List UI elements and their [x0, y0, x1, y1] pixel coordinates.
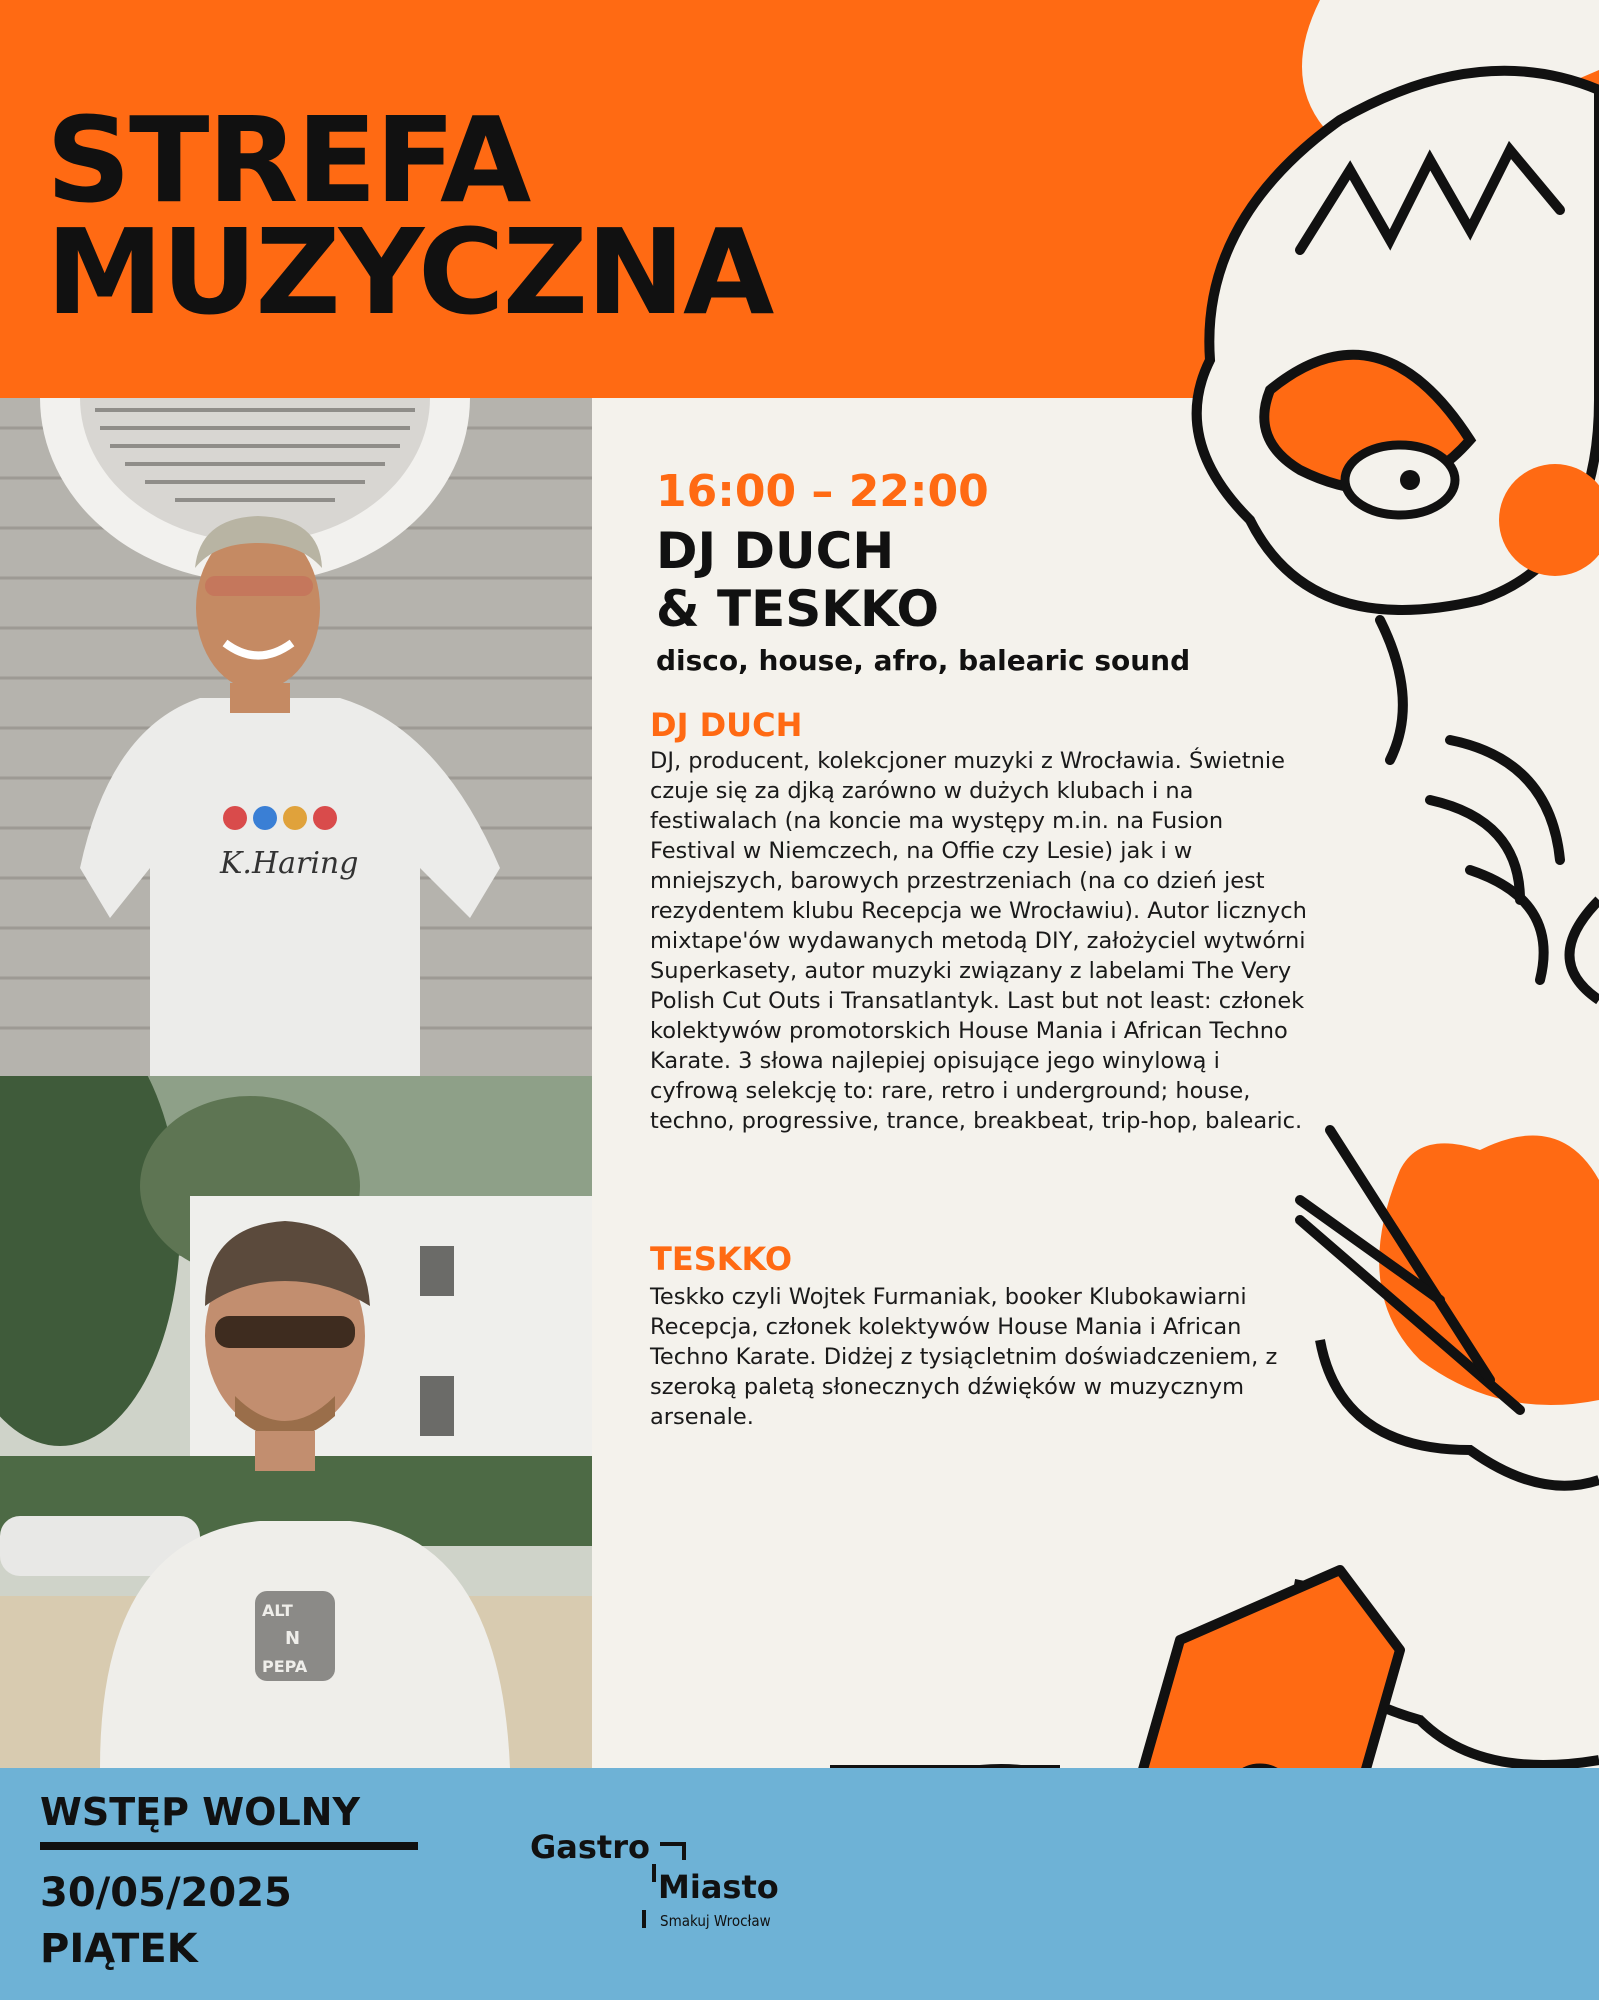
event-date: 30/05/2025 — [40, 1870, 292, 1916]
title-line-2: MUZYCZNA — [46, 203, 773, 341]
lineup-line-1: DJ DUCH — [656, 522, 895, 580]
page-title — [46, 91, 773, 341]
photo-teskko — [0, 1076, 592, 1768]
entry-label: WSTĘP WOLNY — [40, 1790, 360, 1834]
section-heading-dj-duch: DJ DUCH — [650, 706, 803, 744]
event-lineup — [656, 522, 939, 638]
logo-word-top: Gastro — [530, 1828, 650, 1866]
bio-dj-duch: DJ, producent, kolekcjoner muzyki z Wrocławia. Świetnie czuje się za djką zarówno w dużych klubach i na festiwalach (na koncie ma występy m.in. na Fusion Festival w Niemczech, na Offie czy Lesie) jak i w mniejszych, barowych przestrzeniach (na co dzień jest rezydentem klubu Recepcja we Wrocławiu). Autor licznych mixtape'ów wydawanych metodą DIY, założyciel wytwórni Superkasety, autor muzyki związany z labelami The Very Polish Cut Outs i Transatlantyk. Last but not least: członek kolektywów promotorskich House Mania i African Techno Karate. 3 słowa najlepiej opisujące jego winylową i cyfrową selekcję to: rare, retro i underground; house, techno, progressive, trance, breakbeat, trip-hop, balearic. — [650, 748, 1307, 1134]
tshirt2-text-top: ALT — [262, 1601, 293, 1620]
divider — [40, 1842, 418, 1850]
logo-mark — [652, 1864, 656, 1882]
event-genres: disco, house, afro, balearic sound — [656, 644, 1191, 677]
tshirt-text: K.Haring — [220, 846, 359, 881]
tshirt2-text-mid: N — [285, 1628, 301, 1649]
section-heading-teskko: TESKKO — [650, 1240, 793, 1278]
event-time: 16:00 – 22:00 — [656, 466, 989, 517]
photo-dj-duch — [0, 398, 592, 1076]
logo-mark — [642, 1910, 646, 1928]
lineup-line-2: & TESKKO — [656, 580, 940, 638]
gastro-miasto-logo — [530, 1828, 800, 1948]
title-line-1: STREFA — [46, 91, 530, 229]
logo-tagline: Smakuj Wrocław — [660, 1912, 771, 1930]
event-day: PIĄTEK — [40, 1926, 198, 1972]
logo-mark — [682, 1842, 686, 1860]
logo-word-bottom: Miasto — [658, 1868, 779, 1906]
bio-teskko: Teskko czyli Wojtek Furmaniak, booker Klubokawiarni Recepcja, członek kolektywów House Mania i African Techno Karate. Didżej z tysiącletnim doświadczeniem, z szeroką paletą słonecznych dźwięków w muzycznym arsenale. — [650, 1284, 1278, 1430]
tshirt2-text-bot: PEPA — [262, 1657, 308, 1676]
